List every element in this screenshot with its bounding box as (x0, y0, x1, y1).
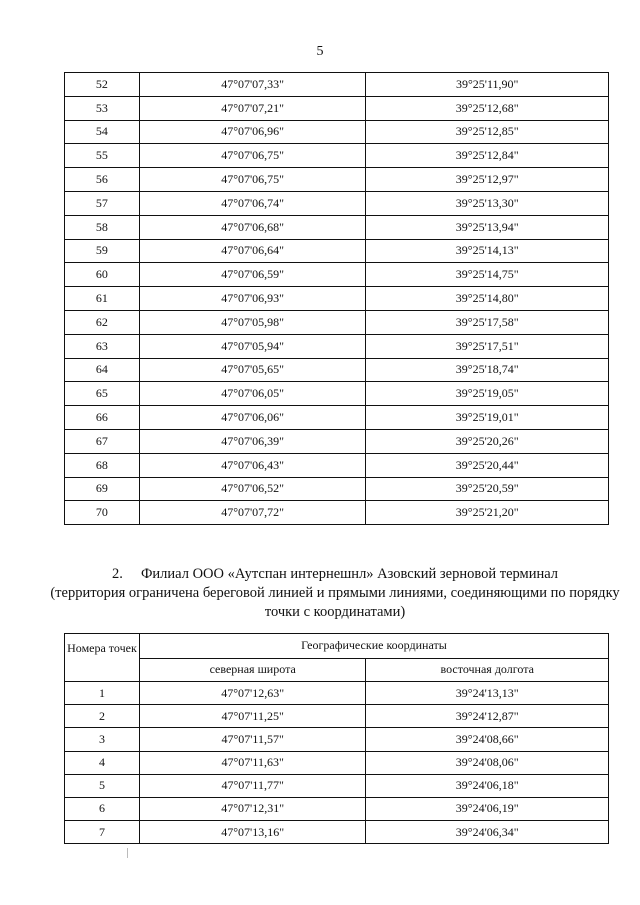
latitude-cell: 47°07'05,94" (139, 334, 366, 358)
point-number-cell: 69 (65, 477, 140, 501)
section-number: 2. (111, 566, 123, 582)
point-number-cell: 67 (65, 429, 140, 453)
latitude-cell: 47°07'12,63" (139, 682, 366, 705)
latitude-cell: 47°07'11,77" (139, 774, 366, 797)
longitude-cell: 39°25'21,20" (366, 501, 609, 525)
latitude-cell: 47°07'06,43" (139, 453, 366, 477)
table-row (65, 239, 609, 263)
header-east-longitude: восточная долгота (366, 659, 609, 682)
point-number-cell: 61 (65, 287, 140, 311)
longitude-cell: 39°25'20,26" (366, 429, 609, 453)
latitude-cell: 47°07'06,96" (139, 120, 366, 144)
page-number: 5 (316, 44, 324, 59)
latitude-cell: 47°07'07,21" (139, 96, 366, 120)
longitude-cell: 39°25'14,80" (366, 287, 609, 311)
table-row (65, 287, 609, 311)
longitude-cell: 39°25'20,44" (366, 453, 609, 477)
latitude-cell: 47°07'11,57" (139, 728, 366, 751)
table-row (65, 310, 609, 334)
longitude-cell: 39°24'08,66" (366, 728, 609, 751)
point-number-cell: 2 (65, 705, 140, 728)
point-number-cell: 7 (65, 821, 140, 844)
latitude-cell: 47°07'06,59" (139, 263, 366, 287)
longitude-cell: 39°25'17,58" (366, 310, 609, 334)
point-number-cell: 64 (65, 358, 140, 382)
table-row (65, 358, 609, 382)
table-row (65, 429, 609, 453)
table-row (65, 774, 609, 797)
latitude-cell: 47°07'06,39" (139, 429, 366, 453)
latitude-cell: 47°07'11,63" (139, 751, 366, 774)
point-number-cell: 59 (65, 239, 140, 263)
latitude-cell: 47°07'06,93" (139, 287, 366, 311)
latitude-cell: 47°07'05,98" (139, 310, 366, 334)
longitude-cell: 39°25'12,84" (366, 144, 609, 168)
header-point-numbers: Номера точек (65, 634, 140, 682)
point-number-cell: 52 (65, 73, 140, 97)
point-number-cell: 53 (65, 96, 140, 120)
header-geo-coordinates: Географические координаты (139, 634, 608, 659)
terminal-table-body (65, 682, 609, 844)
table-row (65, 215, 609, 239)
longitude-cell: 39°25'14,13" (366, 239, 609, 263)
latitude-cell: 47°07'13,16" (139, 821, 366, 844)
point-number-cell: 70 (65, 501, 140, 525)
point-number-cell: 3 (65, 728, 140, 751)
longitude-cell: 39°24'13,13" (366, 682, 609, 705)
longitude-cell: 39°25'12,68" (366, 96, 609, 120)
longitude-cell: 39°25'19,05" (366, 382, 609, 406)
point-number-cell: 63 (65, 334, 140, 358)
table-row (65, 751, 609, 774)
latitude-cell: 47°07'06,74" (139, 191, 366, 215)
table-row (65, 334, 609, 358)
longitude-cell: 39°25'13,94" (366, 215, 609, 239)
table-row (65, 263, 609, 287)
point-number-cell: 55 (65, 144, 140, 168)
coordinates-table-continued (64, 72, 609, 525)
latitude-cell: 47°07'06,75" (139, 168, 366, 192)
table-row (65, 96, 609, 120)
point-number-cell: 58 (65, 215, 140, 239)
point-number-cell: 66 (65, 406, 140, 430)
point-number-cell: 4 (65, 751, 140, 774)
latitude-cell: 47°07'06,75" (139, 144, 366, 168)
point-number-cell: 5 (65, 774, 140, 797)
latitude-cell: 47°07'06,05" (139, 382, 366, 406)
latitude-cell: 47°07'12,31" (139, 797, 366, 820)
longitude-cell: 39°24'06,34" (366, 821, 609, 844)
latitude-cell: 47°07'06,52" (139, 477, 366, 501)
point-number-cell: 57 (65, 191, 140, 215)
latitude-cell: 47°07'07,72" (139, 501, 366, 525)
table-row (65, 682, 609, 705)
table-row (65, 120, 609, 144)
table-row (65, 168, 609, 192)
table-row (65, 728, 609, 751)
latitude-cell: 47°07'06,06" (139, 406, 366, 430)
longitude-cell: 39°25'20,59" (366, 477, 609, 501)
header-north-latitude: северная широта (139, 659, 366, 682)
longitude-cell: 39°25'11,90" (366, 73, 609, 97)
table-row (65, 477, 609, 501)
latitude-cell: 47°07'11,25" (139, 705, 366, 728)
longitude-cell: 39°25'17,51" (366, 334, 609, 358)
section-heading (40, 565, 630, 622)
longitude-cell: 39°24'06,18" (366, 774, 609, 797)
table-row (65, 453, 609, 477)
table-row (65, 821, 609, 844)
scan-mark (127, 848, 128, 858)
table-row (65, 501, 609, 525)
terminal-coordinates-table (64, 633, 609, 844)
table-row (65, 406, 609, 430)
point-number-cell: 54 (65, 120, 140, 144)
table-row (65, 191, 609, 215)
latitude-cell: 47°07'05,65" (139, 358, 366, 382)
latitude-cell: 47°07'07,33" (139, 73, 366, 97)
section-title-line (40, 565, 630, 584)
longitude-cell: 39°25'12,97" (366, 168, 609, 192)
longitude-cell: 39°24'06,19" (366, 797, 609, 820)
section-title: Филиал ООО «Аутспан интернешнл» Азовский зерновой терминал (140, 566, 559, 582)
coordinates-table-body (65, 73, 609, 525)
point-number-cell: 56 (65, 168, 140, 192)
point-number-cell: 60 (65, 263, 140, 287)
longitude-cell: 39°24'08,06" (366, 751, 609, 774)
point-number-cell: 65 (65, 382, 140, 406)
table-row (65, 382, 609, 406)
longitude-cell: 39°25'14,75" (366, 263, 609, 287)
table-row (65, 73, 609, 97)
point-number-cell: 68 (65, 453, 140, 477)
latitude-cell: 47°07'06,68" (139, 215, 366, 239)
longitude-cell: 39°25'19,01" (366, 406, 609, 430)
latitude-cell: 47°07'06,64" (139, 239, 366, 263)
longitude-cell: 39°25'12,85" (366, 120, 609, 144)
table-row (65, 797, 609, 820)
point-number-cell: 1 (65, 682, 140, 705)
longitude-cell: 39°25'18,74" (366, 358, 609, 382)
longitude-cell: 39°25'13,30" (366, 191, 609, 215)
longitude-cell: 39°24'12,87" (366, 705, 609, 728)
point-number-cell: 62 (65, 310, 140, 334)
point-number-cell: 6 (65, 797, 140, 820)
table-row (65, 705, 609, 728)
table-row (65, 144, 609, 168)
section-subtitle: (территория ограничена береговой линией и прямыми линиями, соединяющими по порядку точки с координатами) (50, 585, 620, 620)
